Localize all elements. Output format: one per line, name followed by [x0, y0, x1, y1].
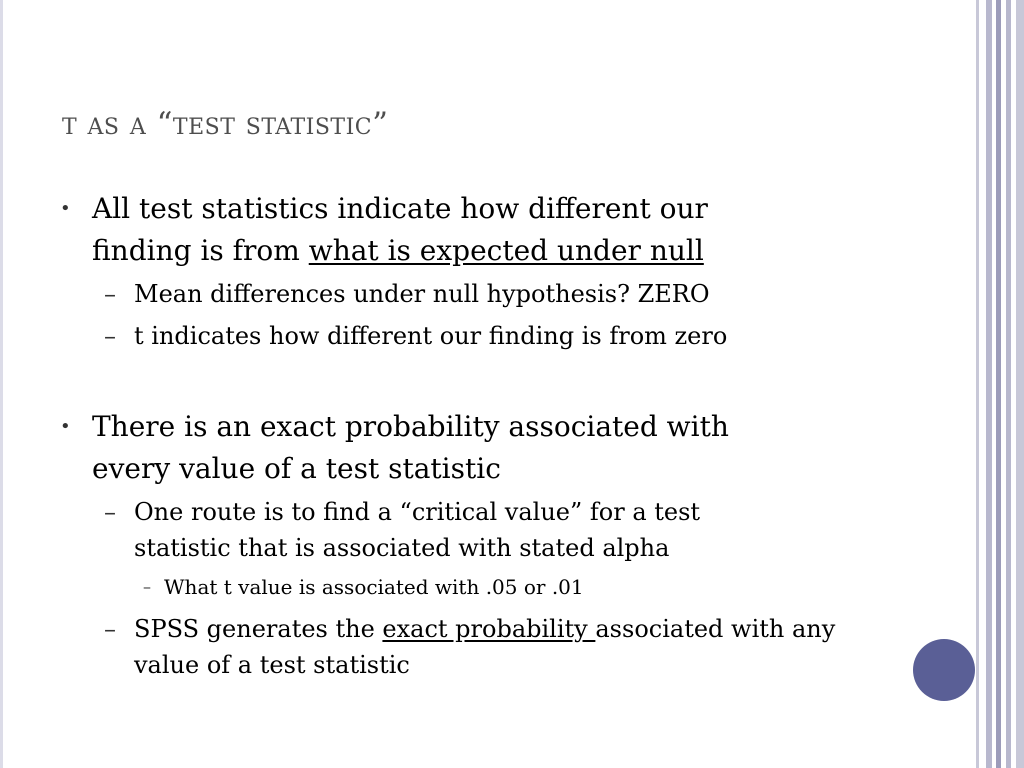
slide-title: t as a “test statistic” [62, 106, 389, 142]
sub-bullet-2-2-text-end: associated with any value of a test statistic [134, 615, 836, 679]
bullet-1-text: All test statistics indicate how different our finding is from [92, 192, 708, 267]
bullet-1 [60, 188, 812, 272]
sub-bullet-1-2-text: t indicates how different our finding is from zero [134, 322, 728, 350]
dash-marker: – [104, 498, 116, 526]
sub-bullet-1-1 [104, 276, 894, 312]
dash-marker: – [104, 615, 116, 643]
bullet-marker: • [60, 198, 71, 219]
sub-bullet-2-1 [104, 494, 784, 566]
bullet-2 [60, 406, 812, 490]
dash-marker: – [143, 577, 151, 596]
sub-sub-bullet-2-1-1-text: What t value is associated with .05 or .01 [164, 575, 584, 599]
bullet-marker: • [60, 416, 71, 437]
sub-bullet-1-1-text: Mean differences under null hypothesis? ZERO [134, 280, 710, 308]
dash-marker: – [104, 322, 116, 350]
sub-bullet-2-2-underlined-text: exact probability [382, 615, 596, 643]
decor-stripe [1016, 0, 1024, 768]
sub-bullet-2-1-text: One route is to find a “critical value” for a test statistic that is associated with stated alpha [134, 498, 701, 562]
decor-stripe-gap [979, 0, 986, 768]
sub-bullet-2-2 [104, 611, 894, 683]
dash-marker: – [104, 280, 116, 308]
left-border [0, 0, 3, 768]
sub-bullet-1-2 [104, 318, 894, 354]
accent-circle [913, 639, 975, 701]
sub-sub-bullet-2-1-1 [143, 572, 864, 602]
bullet-1-underlined-text: what is expected under null [308, 234, 704, 267]
sub-bullet-2-2-text: SPSS generates the [134, 615, 383, 643]
bullet-2-text: There is an exact probability associated with every value of a test statistic [92, 410, 729, 485]
